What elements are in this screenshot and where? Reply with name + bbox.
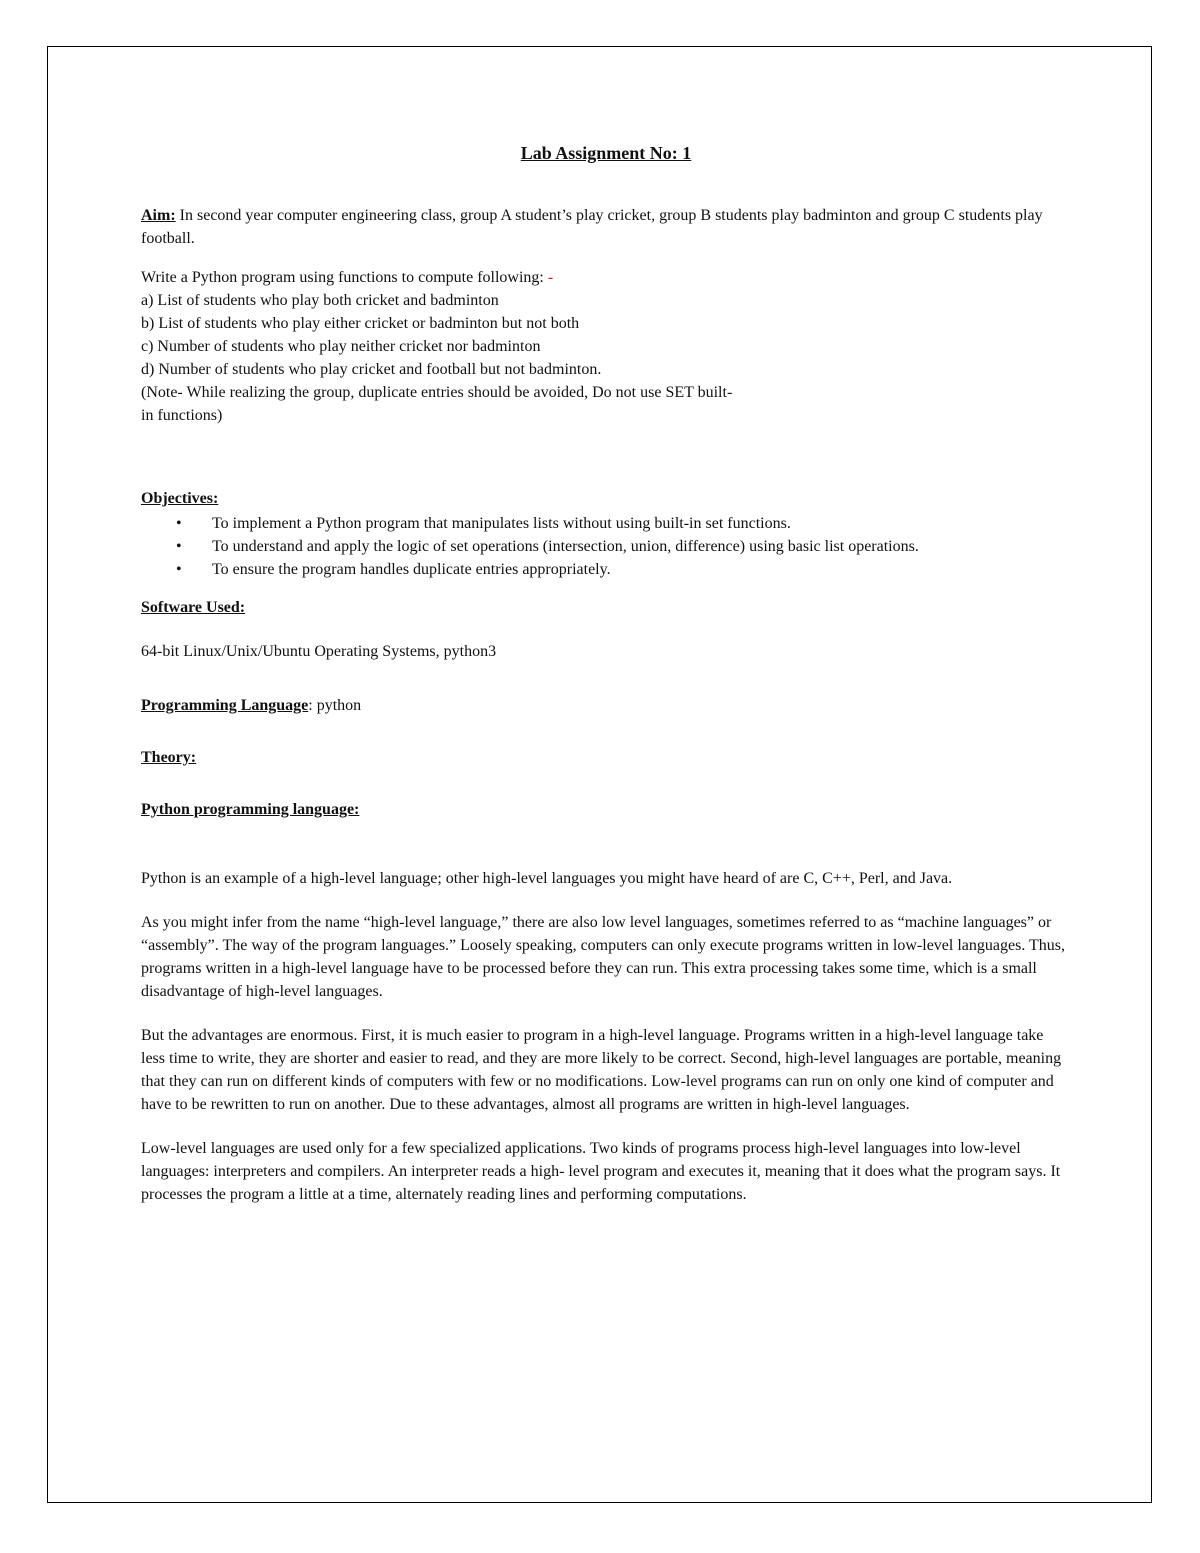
- task-section: [141, 266, 1071, 427]
- language-label: Programming Language: [141, 697, 309, 714]
- theory-paragraph-3: But the advantages are enormous. First, it is much easier to program in a high-level language. Programs written in a high-level language take less time to write, they are shorter and easier to read, and they are more likely to be correct. Second, high-level languages are portable, meaning that they can run on different kinds of computers with few or no modifications. Low-level programs can run on only one kind of computer and have to be rewritten to run on another. Due to these advantages, almost all programs are written in high-level languages.: [141, 1027, 1062, 1113]
- objective-item: [176, 558, 1071, 581]
- aim-paragraph: [141, 204, 1071, 250]
- theory-paragraph-4: Low-level languages are used only for a few specialized applications. Two kinds of programs process high-level languages into low-level languages: interpreters and compilers. An interpreter reads a high- level program and executes it, meaning that it does what the program says. It processes the program a little at a time, alternately reading lines and performing computations.: [141, 1140, 1061, 1203]
- language-value: python: [312, 697, 362, 714]
- language-line: [141, 694, 1071, 717]
- page-title: Lab Assignment No: 1: [520, 143, 692, 163]
- objective-text: To understand and apply the logic of set operations (intersection, union, difference) using basic list operations.: [212, 538, 919, 555]
- document-body: [141, 142, 1071, 1206]
- task-note-line1: (Note- While realizing the group, duplicate entries should be avoided, Do not use SET built-: [141, 384, 733, 401]
- objectives-list: [141, 512, 1071, 581]
- theory-heading: Theory:: [141, 749, 197, 766]
- task-item-a: a) List of students who play both cricket and badminton: [141, 292, 499, 309]
- bullet-icon: •: [176, 561, 182, 578]
- bullet-icon: •: [176, 538, 182, 555]
- task-intro-text: Write a Python program using functions to compute following:: [141, 269, 548, 286]
- task-item-d: d) Number of students who play cricket and football but not badminton.: [141, 361, 602, 378]
- objective-text: To implement a Python program that manipulates lists without using built-in set functions.: [212, 515, 791, 532]
- python-subheading: Python programming language:: [141, 801, 360, 818]
- theory-paragraph-1: Python is an example of a high-level language; other high-level languages you might have heard of are C, C++, Perl, and Java.: [141, 870, 953, 887]
- task-note-line2: in functions): [141, 407, 223, 424]
- objective-item: [176, 512, 1071, 535]
- software-text: 64-bit Linux/Unix/Ubuntu Operating Systems, python3: [141, 643, 497, 660]
- software-heading: Software Used:: [141, 599, 246, 616]
- bullet-icon: •: [176, 515, 182, 532]
- task-item-b: b) List of students who play either cricket or badminton but not both: [141, 315, 580, 332]
- theory-paragraph-2: As you might infer from the name “high-level language,” there are also low level languages, sometimes referred to as “machine languages” or “assembly”. The way of the program languages.” Loosely speaking, computers can only execute programs written in low-level languages. Thus, programs written in a high-level language have to be processed before they can run. This extra processing takes some time, which is a small disadvantage of high-level languages.: [141, 914, 1066, 1000]
- language-colon: :: [308, 697, 313, 714]
- task-intro: [141, 266, 1071, 289]
- objectives-heading: Objectives:: [141, 490, 219, 507]
- aim-label: Aim:: [141, 207, 176, 224]
- task-intro-dash: -: [547, 269, 554, 286]
- objective-item: [176, 535, 1071, 558]
- task-item-c: c) Number of students who play neither cricket nor badminton: [141, 338, 541, 355]
- aim-text: In second year computer engineering class, group A student’s play cricket, group B students play badminton and group C students play football.: [141, 207, 1043, 247]
- objective-text: To ensure the program handles duplicate entries appropriately.: [212, 561, 611, 578]
